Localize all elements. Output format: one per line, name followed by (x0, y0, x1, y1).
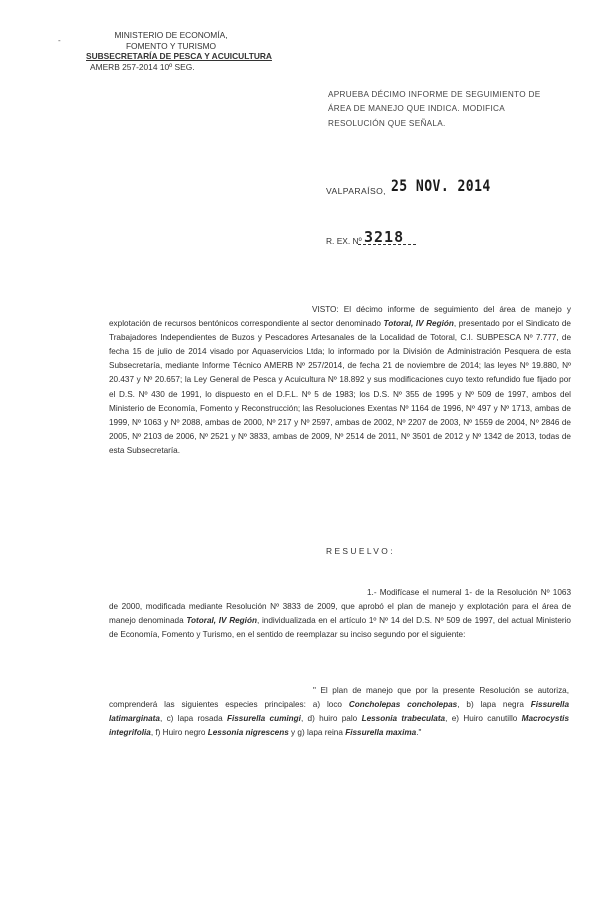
area-name: Totoral, IV Región (186, 616, 257, 626)
file-reference: AMERB 257-2014 10º SEG. (90, 61, 195, 72)
species-name: Lessonia trabeculata (361, 714, 446, 724)
document-subject: APRUEBA DÉCIMO INFORME DE SEGUIMIENTO DE ÁREA DE MANEJO QUE INDICA. MODIFICA RESOLUCIÓN QUE SEÑALA. (328, 90, 541, 128)
ministry-subname: FOMENTO Y TURISMO (125, 40, 217, 51)
quoted-amendment: " El plan de manejo que por la presente Resolución se autoriza, comprenderá las siguientes especies principales: a) loco Concholepas concholepas, b) lapa negra Fissurella latimarginata, c) lapa rosada Fissurella cumingi, d) huiro palo Lessonia trabeculata, e) Huiro canutillo Macrocystis integrifolia, f) Huiro negro Lessonia nigrescens y g) lapa reina Fissurella maxima." (109, 686, 570, 738)
place-label: VALPARAÍSO, (326, 186, 386, 196)
ministry-name: MINISTERIO DE ECONOMÍA, (114, 30, 228, 40)
resolution-label: R. EX. Nº (326, 236, 362, 246)
area-name: Totoral, IV Región (383, 319, 454, 329)
resolution-underline (358, 244, 416, 245)
species-name: Fissurella maxima (345, 728, 417, 738)
header-mark: - (58, 36, 61, 45)
species-name: Lessonia nigrescens (207, 728, 289, 738)
visto-paragraph: VISTO: El décimo informe de seguimiento del área de manejo y explotación de recursos bentónicos correspondiente al sector denominado Totoral, IV Región, presentado por el Sindicato de Trabajadores Independientes de Buzos y Pescadores Artesanales de la Localidad de Totoral, C.I. SUBPESCA Nº 7.777, de fecha 15 de julio de 2014 visado por Aquaservicios Ltda; lo informado por la División de Administración Pesquera de esta Subsecretaría, mediante Informe Técnico AMERB Nº 257/2014, de fecha 21 de noviembre de 2014; las leyes Nº 19.880, Nº 20.437 y Nº 20.657; la Ley General de Pesca y Acuicultura Nº 18.892 y sus modificaciones cuyo texto refundido fue fijado por el D.S. Nº 430 de 1991, lo dispuesto en el D.F.L. Nº 5 de 1983; los D.S. Nº 355 de 1995 y Nº 509 de 1997, ambos del Ministerio de Economía, Fomento y Reconstrucción; las Resoluciones Exentas Nº 1164 de 1996, Nº 497 y Nº 1713, ambas de 1999, Nº 1063 y Nº 2088, ambas de 2000, Nº 217 y Nº 2597, ambas de 2002, Nº 2207 de 2003, Nº 1559 de 2004, Nº 2846 de 2005, Nº 2103 de 2006, Nº 2521 y Nº 3833, ambas de 2009, Nº 2514 de 2011, Nº 3501 de 2012 y Nº 1342 de 2013, todas de esta Subsecretaría. (109, 305, 571, 455)
article-1-paragraph: 1.- Modifícase el numeral 1- de la Resolución Nº 1063 de 2000, modificada mediante Resolución Nº 3833 de 2009, que aprobó el plan de manejo y explotación para el área de manejo denominada Totoral, IV Región, individualizada en el artículo 1º Nº 14 del D.S. Nº 509 de 1997, del actual Ministerio de Economía, Fomento y Turismo, en el sentido de reemplazar su inciso segundo por el siguiente: (109, 588, 571, 640)
species-name: Macrocystis integrifolia (109, 714, 570, 738)
species-name: Fissurella latimarginata (109, 700, 570, 724)
species-name: Fissurella cumingi (226, 714, 301, 724)
species-name: Concholepas concholepas (348, 700, 458, 710)
resolution-number: 3218 (364, 228, 405, 246)
date-stamp: 25 NOV. 2014 (391, 176, 491, 195)
subsecretary-name: SUBSECRETARÍA DE PESCA Y ACUICULTURA (86, 51, 272, 62)
ministry-header (86, 30, 272, 72)
visto-lead: VISTO: (312, 305, 339, 314)
resuelvo-heading: RESUELVO: (326, 546, 395, 556)
